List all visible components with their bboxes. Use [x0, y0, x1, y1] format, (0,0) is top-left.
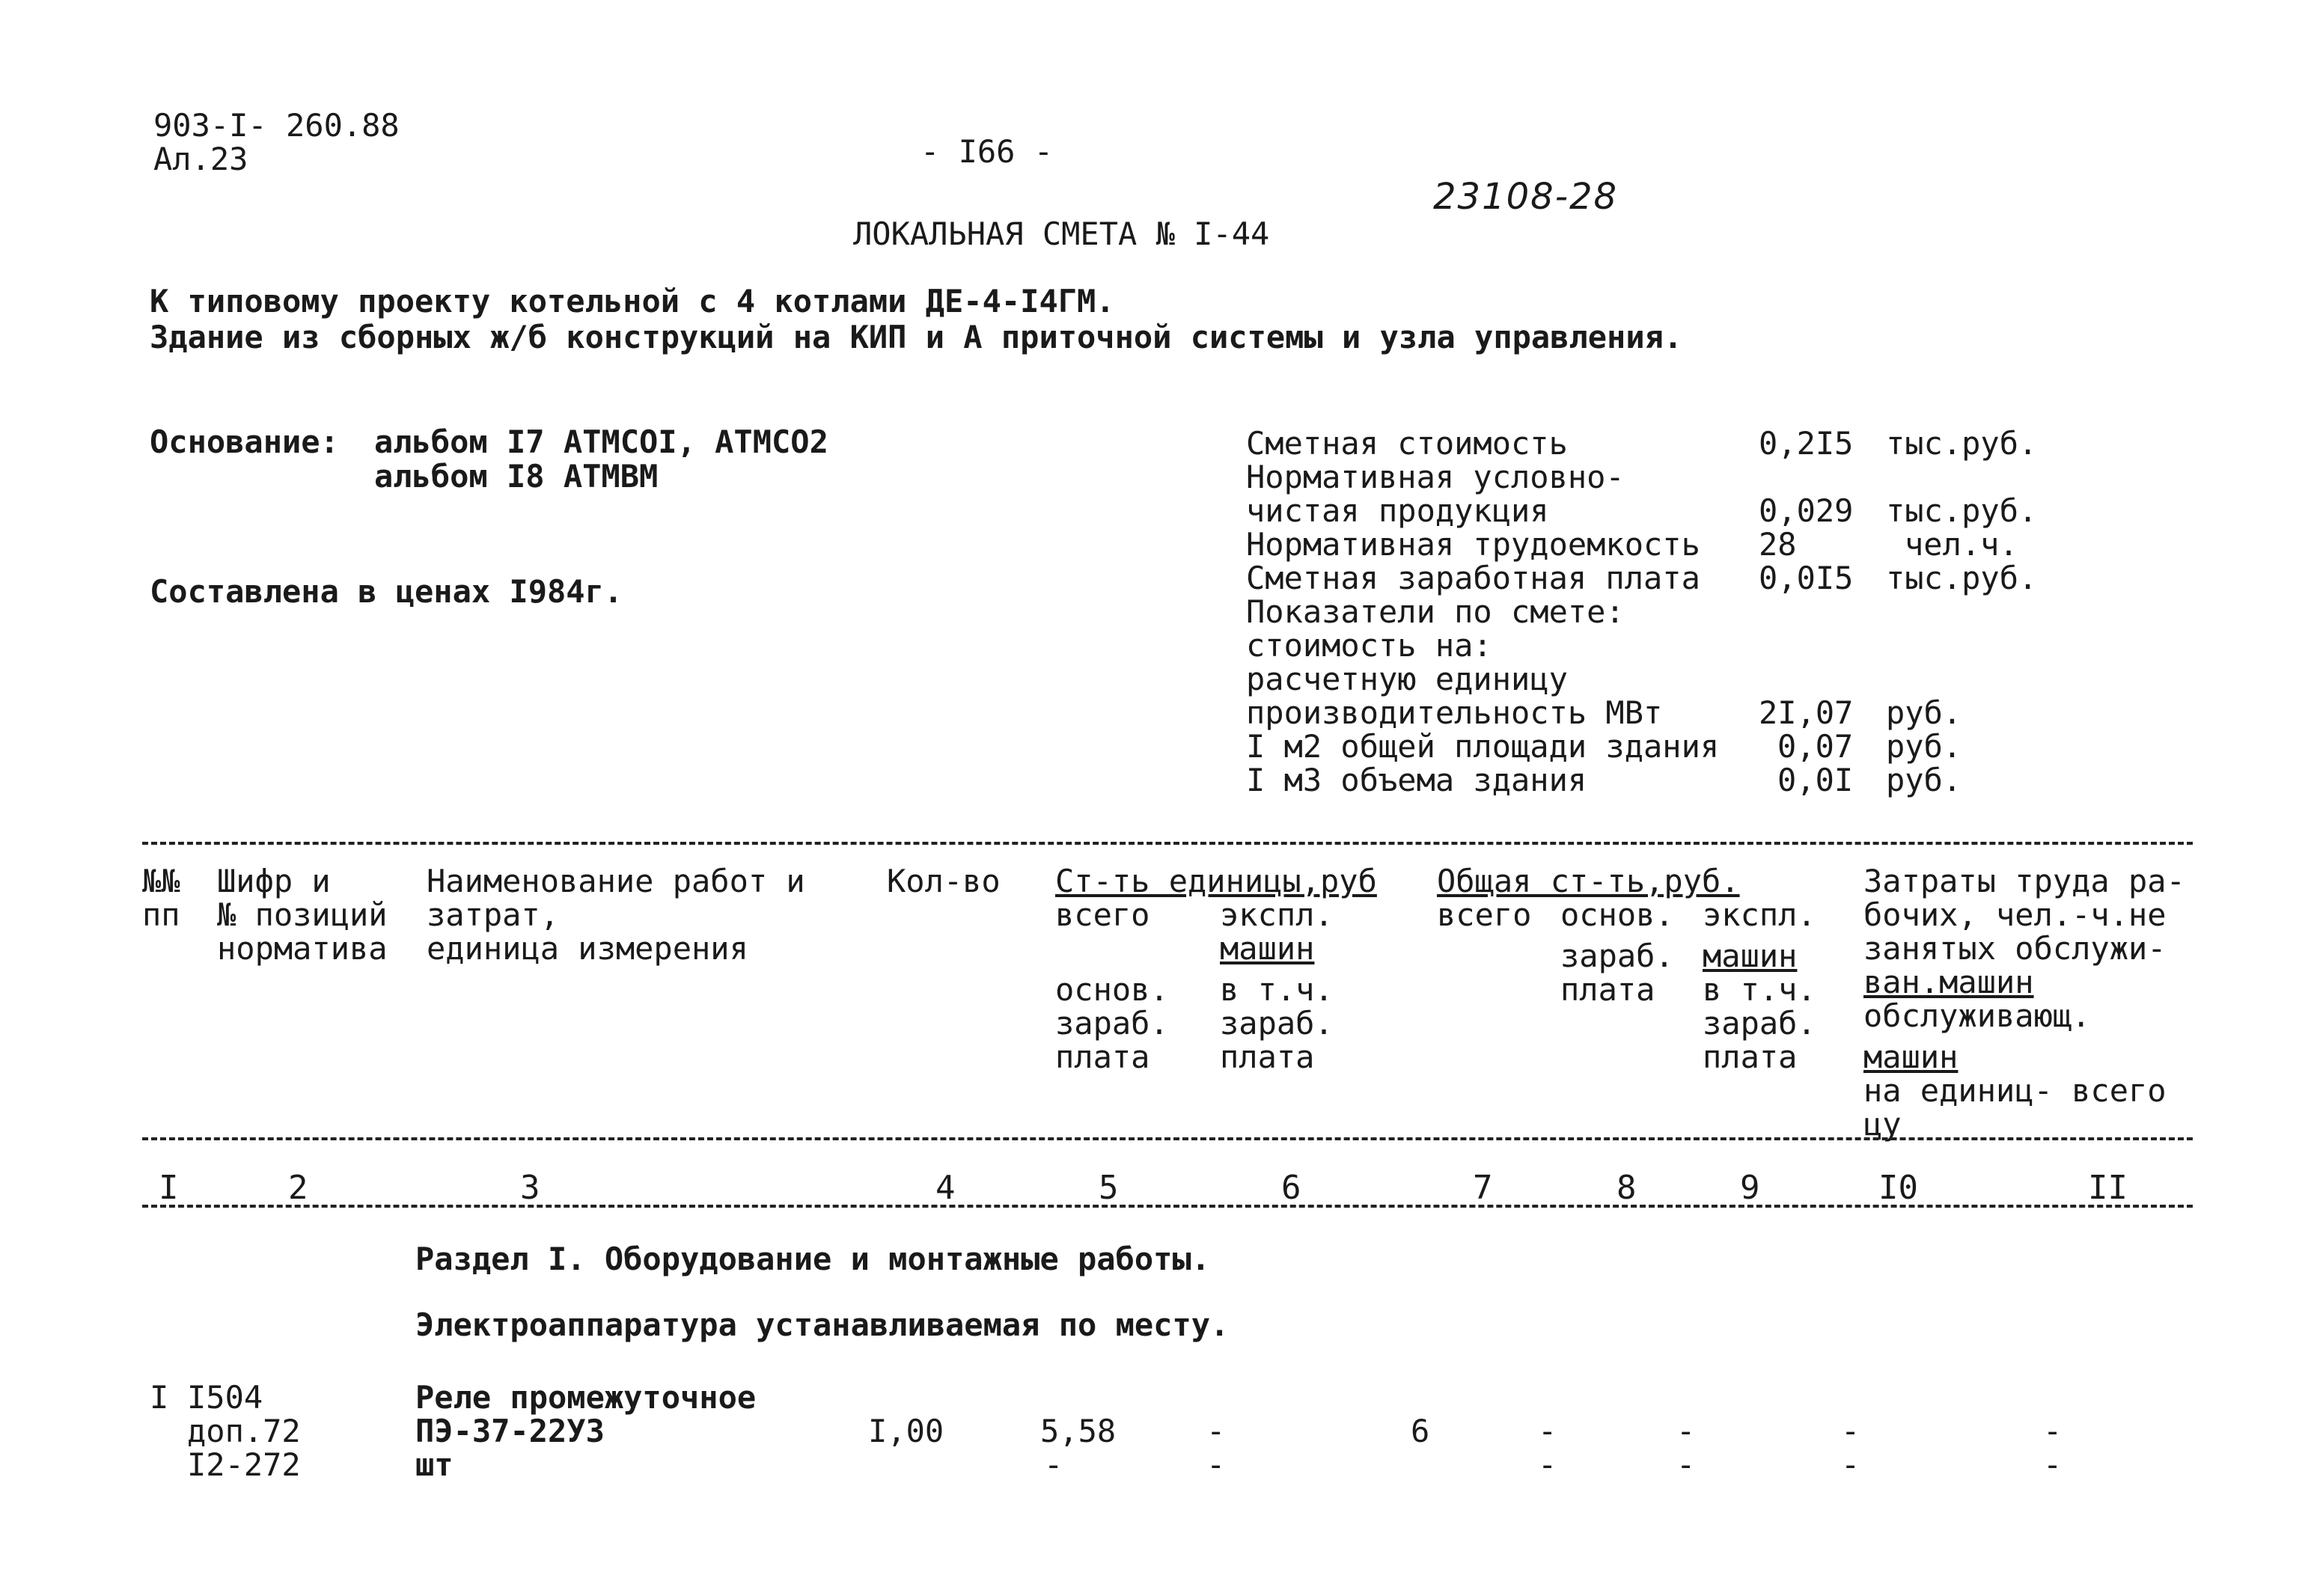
header-col-7: всего	[1437, 896, 1532, 933]
indicator-unit: руб.	[1886, 728, 1962, 765]
column-number: II	[2088, 1169, 2128, 1207]
column-number: 4	[935, 1169, 956, 1207]
row-c8: -	[1538, 1446, 1557, 1483]
header-col-8: зараб.	[1560, 938, 1674, 974]
header-col-9: плата	[1703, 1039, 1798, 1075]
header-labor: занятых обслужи-	[1863, 930, 2167, 967]
indicator-label: Показатели по смете:	[1246, 593, 1625, 630]
indicator-unit: тыс.руб.	[1886, 560, 2038, 596]
basis-label: Основание:	[150, 424, 339, 460]
indicator-label: производительность МВт	[1246, 694, 1663, 731]
row-name: ПЭ-37-22УЗ	[415, 1413, 605, 1449]
header-col-3: затрат,	[427, 896, 560, 933]
document-title: ЛОКАЛЬНАЯ СМЕТА № I-44	[853, 215, 1270, 252]
table-header-rule	[142, 1137, 2193, 1140]
subject-line-2: Здание из сборных ж/б конструкций на КИП и А приточной системы и узла управления.	[150, 319, 1683, 355]
row-quantity: I,00	[868, 1413, 944, 1449]
header-col-6: зараб.	[1220, 1005, 1334, 1042]
indicator-value: 0,07	[1777, 728, 1854, 765]
header-labor: цу	[1863, 1106, 1902, 1143]
header-col-9: в т.ч.	[1703, 971, 1816, 1008]
column-number: 3	[520, 1169, 540, 1207]
row-unit-total: 5,58	[1040, 1413, 1117, 1449]
column-number: 7	[1473, 1169, 1493, 1207]
row-total: 6	[1411, 1413, 1430, 1449]
section-title: Раздел I. Оборудование и монтажные работы.	[415, 1241, 1211, 1277]
row-c11: -	[2043, 1446, 2063, 1483]
header-col-4: Кол-во	[887, 863, 1001, 899]
header-col-9: экспл.	[1703, 896, 1816, 933]
column-number: I0	[1878, 1169, 1918, 1207]
header-labor: бочих, чел.-ч.не	[1863, 896, 2167, 933]
indicator-value: 2I,07	[1759, 694, 1854, 731]
column-numbers-rule	[142, 1205, 2193, 1208]
indicator-label: Сметная стоимость	[1246, 425, 1568, 462]
header-col-3: единица измерения	[427, 930, 748, 967]
indicator-value: 0,0I	[1777, 762, 1854, 798]
indicator-unit: руб.	[1886, 762, 1962, 798]
header-col-5: плата	[1055, 1039, 1150, 1075]
indicator-label: Сметная заработная плата	[1246, 560, 1700, 596]
header-col-6: машин	[1220, 930, 1315, 967]
indicator-label: чистая продукция	[1246, 492, 1549, 529]
handwritten-stamp: 23108-28	[1433, 176, 1619, 218]
header-labor: машин	[1863, 1039, 1958, 1075]
row-unit-wage: -	[1044, 1446, 1063, 1483]
indicator-unit: руб.	[1886, 694, 1962, 731]
row-c11: -	[2043, 1413, 2063, 1449]
header-col-2: Шифр и	[217, 863, 331, 899]
row-machines: -	[1206, 1413, 1226, 1449]
indicator-label: расчетную единицу	[1246, 661, 1568, 697]
header-col-6: в т.ч.	[1220, 971, 1334, 1008]
row-code: доп.72	[187, 1413, 301, 1449]
header-col-3: Наименование работ и	[427, 863, 805, 899]
indicator-unit: чел.ч.	[1905, 526, 2018, 563]
header-col-2: № позиций	[217, 896, 388, 933]
header-col-5: основ.	[1055, 971, 1169, 1008]
row-c8: -	[1538, 1413, 1557, 1449]
document-code: 903-I- 260.88	[153, 107, 400, 144]
row-machines-wage: -	[1206, 1446, 1226, 1483]
page-number: - I66 -	[921, 133, 1054, 170]
basis-line-2: альбом I8 АТМВМ	[374, 458, 659, 495]
indicator-label: стоимость на:	[1246, 627, 1492, 664]
header-unit-cost: Ст-ть единицы,руб	[1055, 863, 1377, 899]
basis-line-1: альбом I7 АТМСОI, АТМСО2	[374, 424, 828, 460]
prices-note: Составлена в ценах I984г.	[150, 573, 623, 610]
header-col-5: зараб.	[1055, 1005, 1169, 1042]
header-col-6: экспл.	[1220, 896, 1334, 933]
row-c9: -	[1676, 1413, 1696, 1449]
indicator-value: 28	[1759, 526, 1797, 563]
header-col-8: плата	[1560, 971, 1655, 1008]
header-col-9: машин	[1703, 938, 1798, 974]
row-c10: -	[1841, 1446, 1860, 1483]
indicator-label: I м2 общей площади здания	[1246, 728, 1720, 765]
indicator-value: 0,2I5	[1759, 425, 1854, 462]
row-unit: шт	[415, 1446, 454, 1483]
header-col-9: зараб.	[1703, 1005, 1816, 1042]
column-number: 9	[1740, 1169, 1760, 1207]
header-labor: на единиц- всего	[1863, 1072, 2167, 1109]
column-number: 6	[1281, 1169, 1301, 1207]
header-col-6: плата	[1220, 1039, 1315, 1075]
header-labor: ван.машин	[1863, 964, 2034, 1000]
header-col-1: №№	[142, 863, 180, 899]
row-name: Реле промежуточное	[415, 1379, 757, 1416]
header-total-cost: Общая ст-ть,руб.	[1437, 863, 1740, 899]
indicator-label: I м3 объема здания	[1246, 762, 1587, 798]
indicator-label: Нормативная условно-	[1246, 459, 1625, 495]
indicator-unit: тыс.руб.	[1886, 492, 2038, 529]
header-col-2: норматива	[217, 930, 388, 967]
indicator-unit: тыс.руб.	[1886, 425, 2038, 462]
column-number: 2	[288, 1169, 308, 1207]
table-top-rule	[142, 842, 2193, 845]
header-labor: Затраты труда ра-	[1863, 863, 2185, 899]
section-subtitle: Электроаппаратура устанавливаемая по месту.	[415, 1306, 1230, 1343]
row-code: I2-272	[187, 1446, 301, 1483]
row-code: I504	[187, 1379, 263, 1416]
sheet-number: Ал.23	[153, 141, 248, 177]
row-c9: -	[1676, 1446, 1696, 1483]
column-number: 5	[1099, 1169, 1119, 1207]
row-c10: -	[1841, 1413, 1860, 1449]
indicator-value: 0,029	[1759, 492, 1854, 529]
header-col-5: всего	[1055, 896, 1150, 933]
indicator-value: 0,0I5	[1759, 560, 1854, 596]
column-number: 8	[1616, 1169, 1637, 1207]
row-number: I	[150, 1379, 169, 1416]
header-labor: обслуживающ.	[1863, 997, 2091, 1034]
column-number: I	[159, 1169, 179, 1207]
subject-line-1: К типовому проекту котельной с 4 котлами ДЕ-4-I4ГМ.	[150, 283, 1115, 319]
header-col-8: основ.	[1560, 896, 1674, 933]
indicator-label: Нормативная трудоемкость	[1246, 526, 1700, 563]
header-col-1: пп	[142, 896, 180, 933]
